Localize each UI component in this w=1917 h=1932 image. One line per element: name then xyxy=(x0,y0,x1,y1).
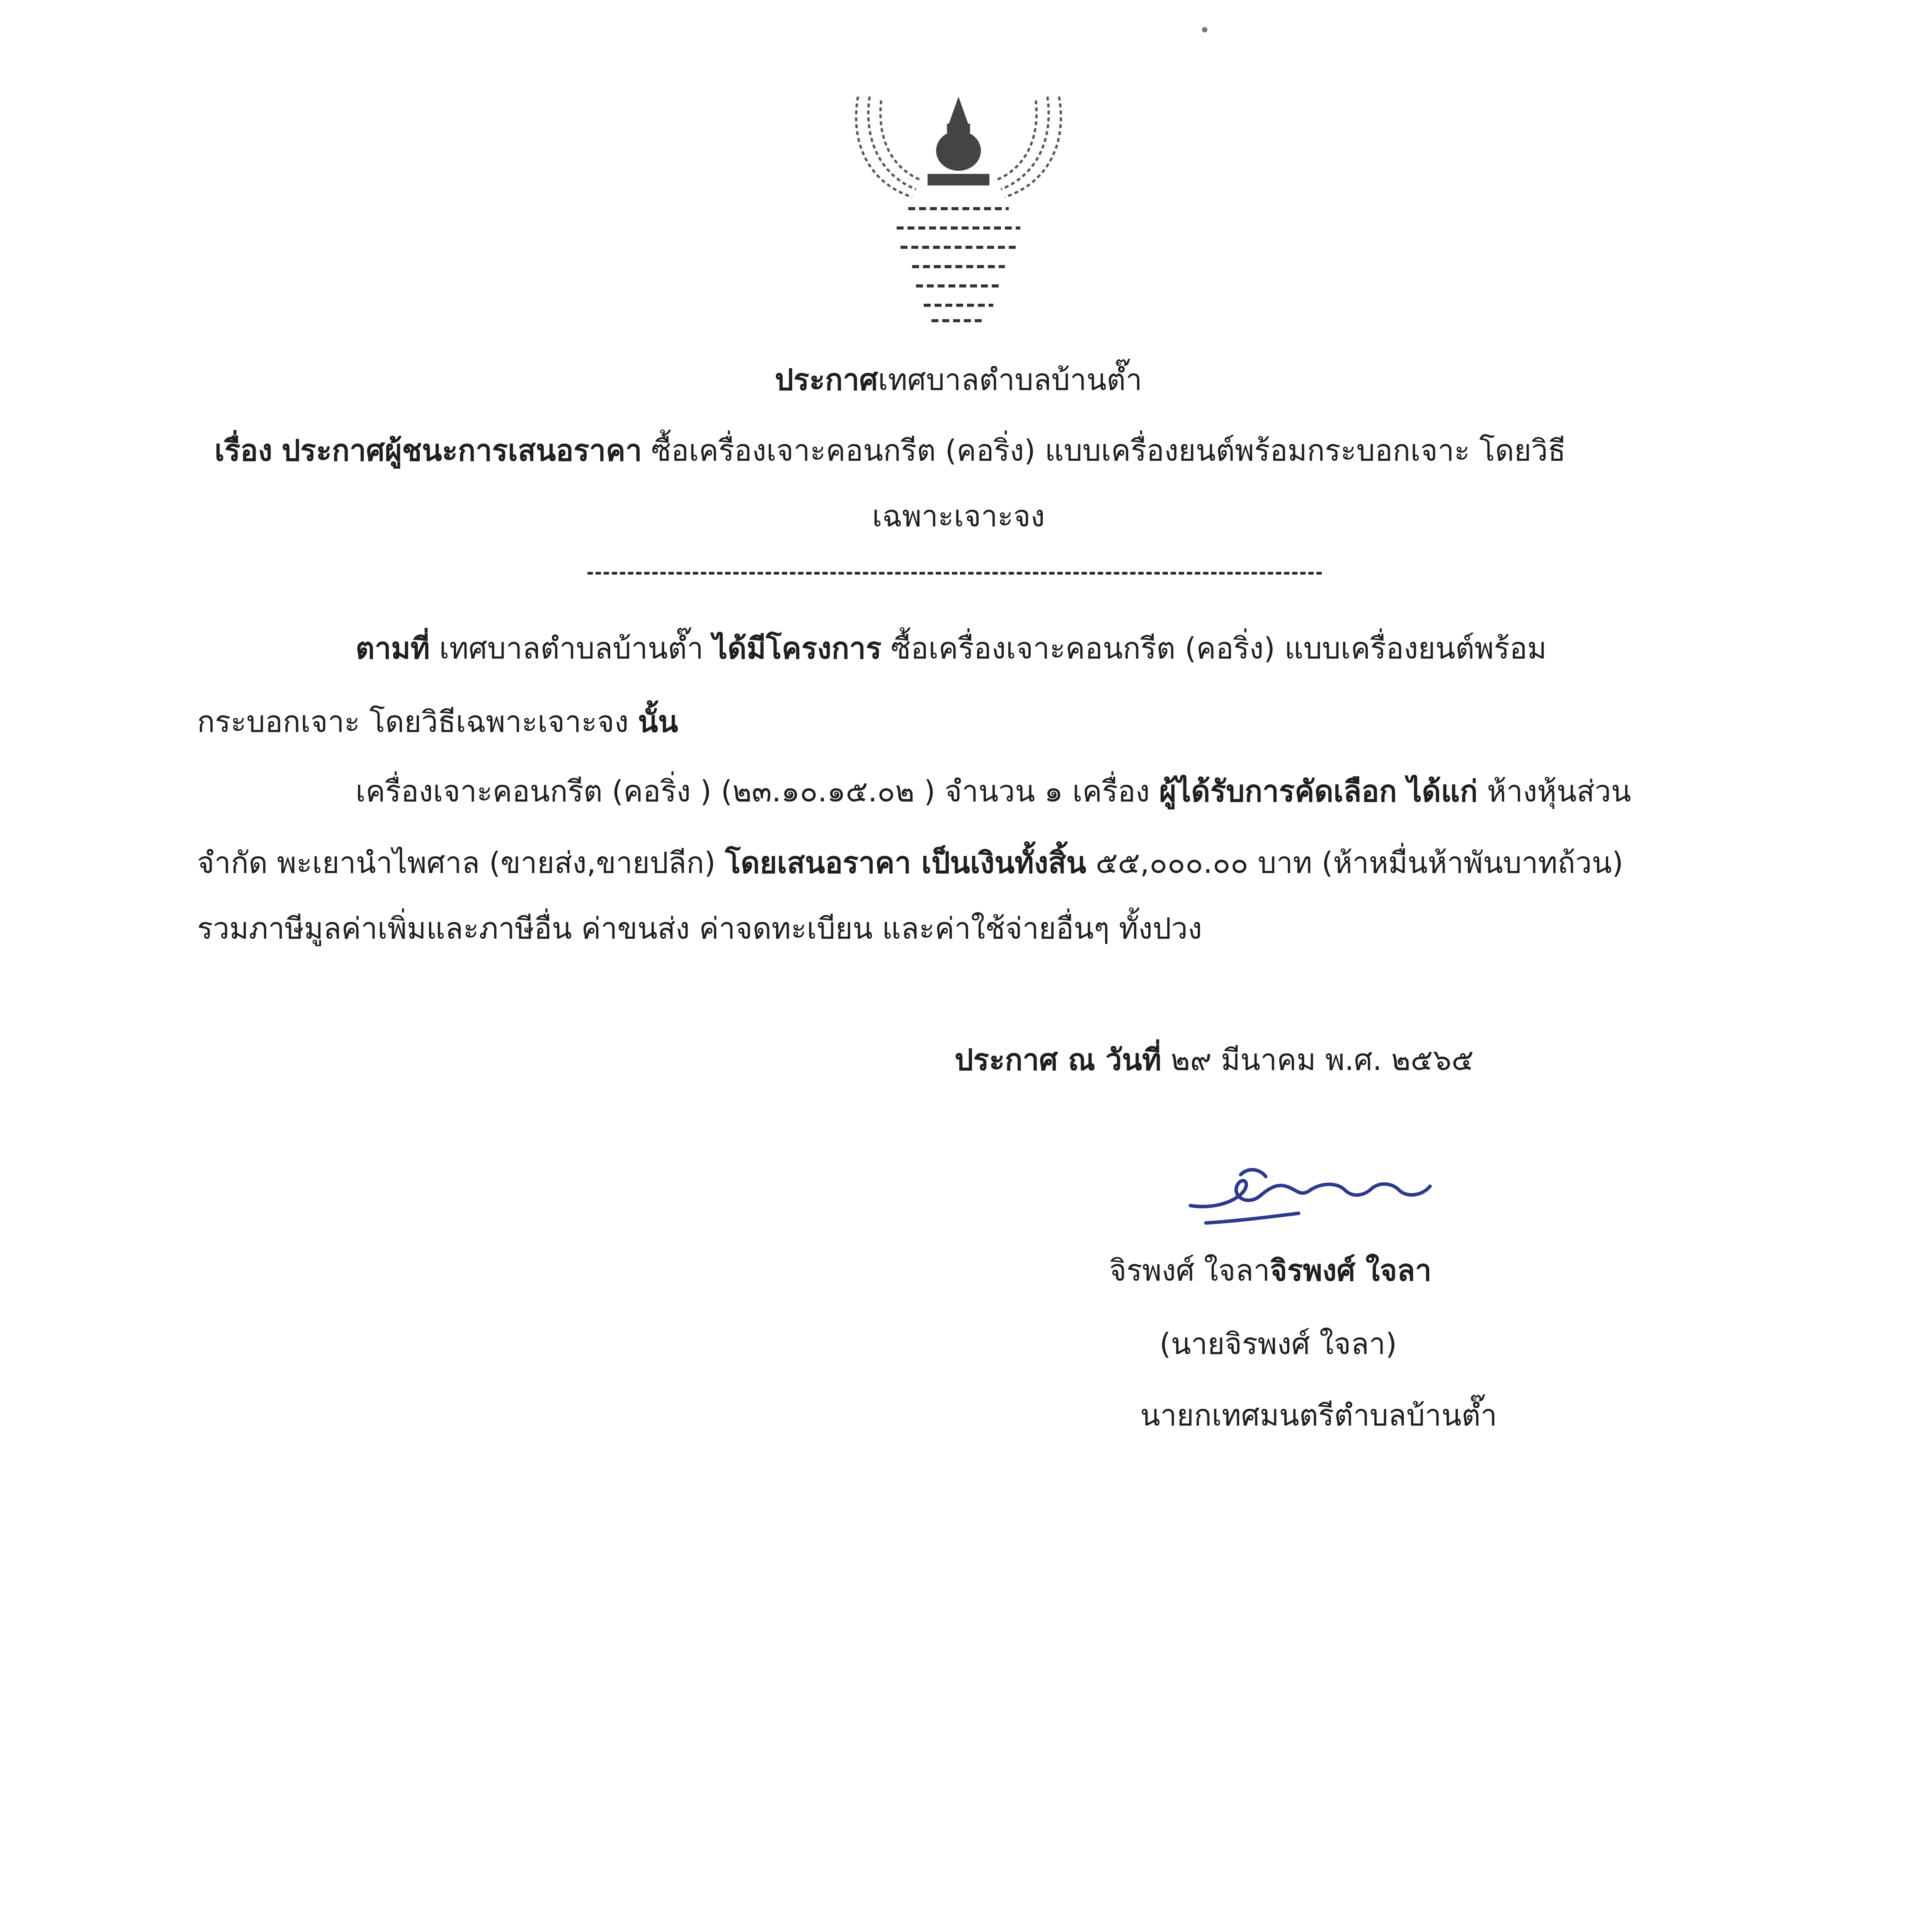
para2-winner-label: ผู้ได้รับการคัดเลือก ได้แก่ xyxy=(1159,774,1478,808)
announce-date: ๒๙ มีนาคม พ.ศ. ๒๕๖๕ xyxy=(1161,1043,1474,1077)
para2-item: เครื่องเจาะคอนกรีต (คอริ่ง ) (๒๓.๑๐.๑๕.๐๒ ) จำนวน ๑ เครื่อง xyxy=(356,774,1159,808)
signatory-position xyxy=(1140,1398,1497,1432)
signatory-full-name: (นายจิรพงศ์ ใจลา) xyxy=(1159,1327,1397,1361)
para1-mid: ได้มีโครงการ xyxy=(713,631,882,665)
para2-line-2 xyxy=(197,845,1624,880)
para1-line-2 xyxy=(197,704,678,739)
scan-speck xyxy=(1202,27,1207,32)
para2-winner-a: ห้างหุ้นส่วน xyxy=(1478,774,1631,808)
para1-rest: ซื้อเครื่องเจาะคอนกรีต (คอริ่ง) แบบเครื่องยนต์พร้อม xyxy=(881,631,1547,665)
garuda-emblem xyxy=(835,81,1082,328)
para1-end: นั้น xyxy=(638,704,678,739)
subject-label: เรื่อง xyxy=(215,433,272,468)
subject-bold: ประกาศผู้ชนะการเสนอราคา xyxy=(281,433,642,468)
subject-rest: ซื้อเครื่องเจาะคอนกรีต (คอริ่ง) แบบเครื่องยนต์พร้อมกระบอกเจาะ โดยวิธี xyxy=(642,433,1566,468)
announce-date-line xyxy=(955,1045,1474,1075)
para2-line2-a: จำกัด พะเยานำไพศาล (ขายส่ง,ขายปลีก) xyxy=(197,845,725,880)
para2-line-3 xyxy=(197,911,1202,946)
announce-label: ประกาศ ณ วันที่ xyxy=(955,1043,1161,1077)
signatory-title: นายกเทศมนตรีตำบลบ้านต๊ำ xyxy=(1140,1398,1497,1432)
para1-line2-text: กระบอกเจาะ โดยวิธีเฉพาะเจาะจง xyxy=(197,704,638,739)
signatory-typed xyxy=(1109,1253,1432,1287)
announcement-title xyxy=(0,362,1917,397)
title-org: เทศบาลตำบลบ้านต๊ำ xyxy=(878,362,1142,397)
title-prefix: ประกาศ xyxy=(775,362,878,397)
signatory-name xyxy=(1159,1329,1397,1359)
para2-line3-text: รวมภาษีมูลค่าเพิ่มและภาษีอื่น ค่าขนส่ง ค่าจดทะเบียน และค่าใช้จ่ายอื่นๆ ทั้งปวง xyxy=(197,911,1202,946)
handwritten-signature xyxy=(1183,1159,1453,1229)
subject-method: เฉพาะเจาะจง xyxy=(872,499,1045,533)
para2-amount: ๕๕,๐๐๐.๐๐ บาท (ห้าหมื่นห้าพันบาทถ้วน) xyxy=(1086,845,1624,880)
subject-line-1 xyxy=(215,433,1566,468)
signatory-typed-b: จิรพงศ์ ใจลา xyxy=(1270,1253,1432,1287)
separator-line xyxy=(587,572,1322,575)
subject-line-2 xyxy=(0,499,1917,533)
para1-org: เทศบาลตำบลบ้านต๊ำ xyxy=(430,631,713,665)
signatory-typed-a: จิรพงศ์ ใจลา xyxy=(1109,1253,1270,1287)
para1-line-1 xyxy=(356,631,1547,665)
para1-label: ตามที่ xyxy=(356,631,430,665)
para2-line-1 xyxy=(356,774,1631,808)
para2-offer-label: โดยเสนอราคา เป็นเงินทั้งสิ้น xyxy=(725,845,1086,880)
